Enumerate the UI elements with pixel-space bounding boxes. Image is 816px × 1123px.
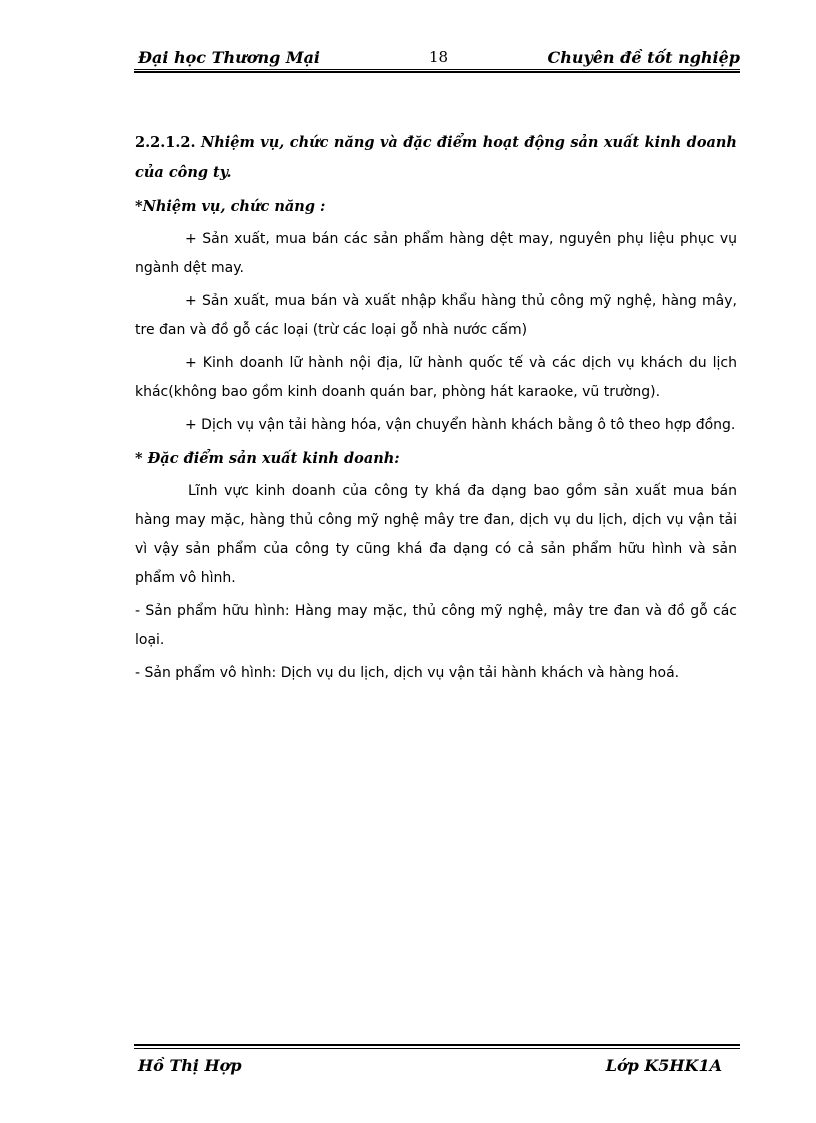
section-heading xyxy=(135,128,737,188)
header-document-type: Chuyên đề tốt nghiệp xyxy=(547,48,740,67)
header-school-name: Đại học Thương Mại xyxy=(138,48,321,67)
intangible-products: - Sản phẩm vô hình: Dịch vụ du lịch, dịch vụ vận tải hành khách và hàng hoá. xyxy=(135,665,680,681)
footer-author: Hồ Thị Hợp xyxy=(138,1056,242,1075)
footer-rule-thin xyxy=(134,1048,740,1049)
duty-item: + Sản xuất, mua bán các sản phẩm hàng dệt may, nguyên phụ liệu phục vụ ngành dệt may. xyxy=(135,231,737,276)
footer-class: Lớp K5HK1A xyxy=(605,1056,722,1075)
tangible-products: - Sản phẩm hữu hình: Hàng may mặc, thủ công mỹ nghệ, mây tre đan và đồ gỗ các loại. xyxy=(135,603,737,648)
header-rule-thin xyxy=(134,69,740,70)
page-number: 18 xyxy=(429,48,449,66)
header-rule-thick xyxy=(134,71,740,73)
duties-heading: *Nhiệm vụ, chức năng : xyxy=(135,198,326,215)
section-title: Nhiệm vụ, chức năng và đặc điểm hoạt động sản xuất kinh doanh của công ty. xyxy=(135,134,737,181)
characteristics-intro: Lĩnh vực kinh doanh của công ty khá đa dạng bao gồm sản xuất mua bán hàng may mặc, hàng thủ công mỹ nghệ mây tre đan, dịch vụ du lịch, dịch vụ vận tải vì vậy sản phẩm của công ty cũng khá đa dạng có cả sản phẩm hữu hình và sản phẩm vô hình. xyxy=(135,483,737,586)
footer-rule-thick xyxy=(134,1044,740,1046)
duty-item: + Sản xuất, mua bán và xuất nhập khẩu hàng thủ công mỹ nghệ, hàng mây, tre đan và đồ gỗ các loại (trừ các loại gỗ nhà nước cấm) xyxy=(135,293,737,338)
page-body xyxy=(135,128,737,688)
duty-item: + Dịch vụ vận tải hàng hóa, vận chuyển hành khách bằng ô tô theo hợp đồng. xyxy=(185,417,736,433)
characteristics-heading: * Đặc điểm sản xuất kinh doanh: xyxy=(135,450,400,467)
section-number: 2.2.1.2. xyxy=(135,134,196,151)
duty-item: + Kinh doanh lữ hành nội địa, lữ hành quốc tế và các dịch vụ khách du lịch khác(không bao gồm kinh doanh quán bar, phòng hát karaoke, vũ trường). xyxy=(135,355,737,400)
